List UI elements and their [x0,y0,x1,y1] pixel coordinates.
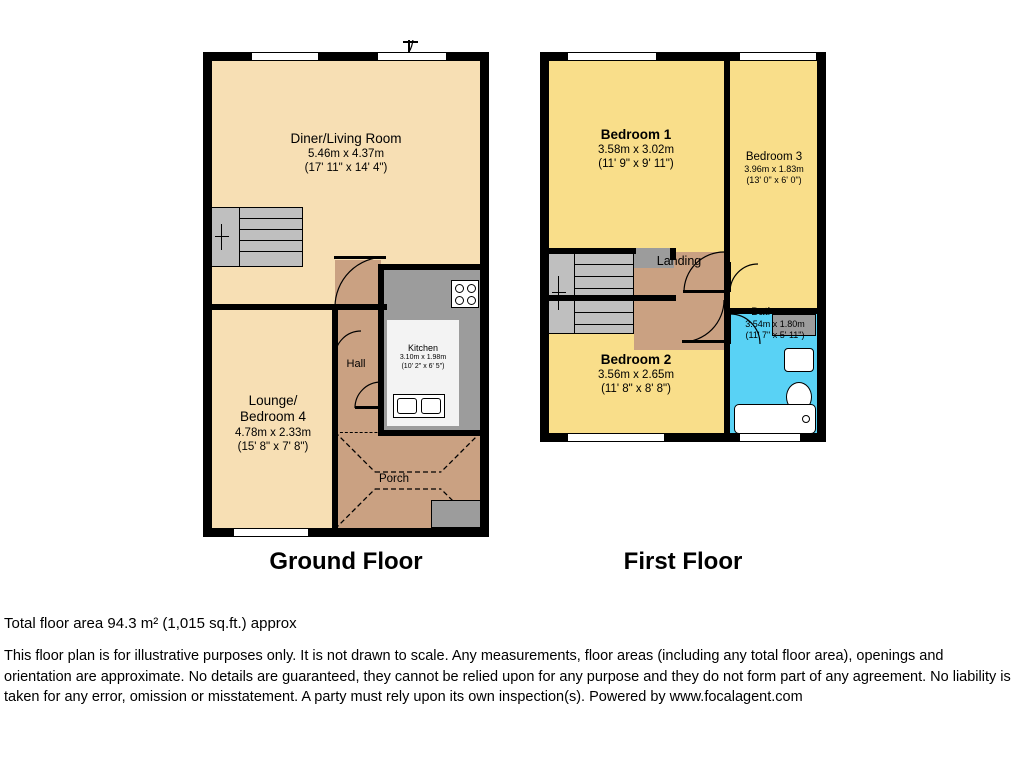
stairs-ground [211,207,303,267]
wall-ground-left [203,52,212,537]
wall-kitchen-bottom [378,430,489,436]
footer [4,615,1014,708]
ground-floor-title: Ground Floor [269,548,423,575]
window-first-top-right [740,52,816,61]
ground-floor-plan [203,52,489,537]
label-bedroom-1: Bedroom 1 3.58m x 3.02m (11' 9" x 9' 11") [597,127,675,171]
label-hall: Hall [346,358,366,370]
wall-first-left [540,52,549,442]
label-landing: Landing [656,254,702,268]
wall-landing-bedroom2 [634,295,676,301]
kitchen-hob-ring-4 [467,296,476,305]
kitchen-hob [451,280,479,308]
kitchen-hob-ring-3 [455,296,464,305]
door-bedroom-1 [683,290,725,293]
porch-entry-block [431,500,481,528]
kitchen-hob-ring-2 [467,284,476,293]
wall-first-right [817,52,826,442]
kitchen-sink-basin-1 [397,398,417,414]
wall-bedroom1-bottom [540,248,636,254]
kitchen-hob-ring-1 [455,284,464,293]
wall-bedroom2-top [540,295,636,301]
label-diner-living-room: Diner/Living Room 5.46m x 4.37m (17' 11" x 14' 4") [290,131,402,175]
window-first-bottom-right [740,433,800,442]
window-ground-top-left [252,52,318,61]
disclaimer-text: This floor plan is for illustrative purposes only. It is not drawn to scale. Any measurements, floor areas (including any total floor area), openings and orientation are approximate. No details are guaranteed, they cannot be relied upon for any purpose and they do not form part of any agreement. No liability is taken for any error, omission or misstatement. A party must rely upon its own inspection(s). Powered by www.focalagent.com [4,648,1011,706]
label-kitchen: Kitchen 3.10m x 1.98m (10' 2" x 6' 5") [399,343,447,370]
door-hall-diner [334,256,386,259]
first-floor-plan [540,52,826,442]
total-floor-area: Total floor area 94.3 m² (1,015 sq.ft.) approx [4,615,297,632]
label-porch: Porch [378,473,410,485]
wall-ground-mid-horizontal [203,304,387,310]
wall-ground-kitchen-top [381,264,489,270]
label-bedroom-2: Bedroom 2 3.56m x 2.65m (11' 8" x 8' 8") [597,352,675,396]
label-bedroom-3: Bedroom 3 3.96m x 1.83m (13' 0" x 6' 0") [744,151,804,185]
window-first-top-left [568,52,656,61]
kitchen-sink-basin-2 [421,398,441,414]
bathroom-bath-plug [802,415,810,423]
window-ground-bottom [234,528,308,537]
window-ground-top-right [378,52,446,61]
label-bathroom: Bathroom 3.54m x 1.80m (11' 7" x 5' 11") [745,306,805,341]
first-floor-title: First Floor [623,548,743,575]
label-lounge-bedroom-4: Lounge/ Bedroom 4 4.78m x 2.33m (15' 8" x 7' 8") [234,393,312,453]
room-bedroom-3 [730,60,818,312]
bathroom-basin [784,348,814,372]
door-bedroom-2 [682,340,725,343]
wall-ground-top [203,52,489,61]
window-first-bottom-left [568,433,664,442]
wall-first-vertical-mid [724,52,730,442]
wall-ground-right [480,52,489,537]
